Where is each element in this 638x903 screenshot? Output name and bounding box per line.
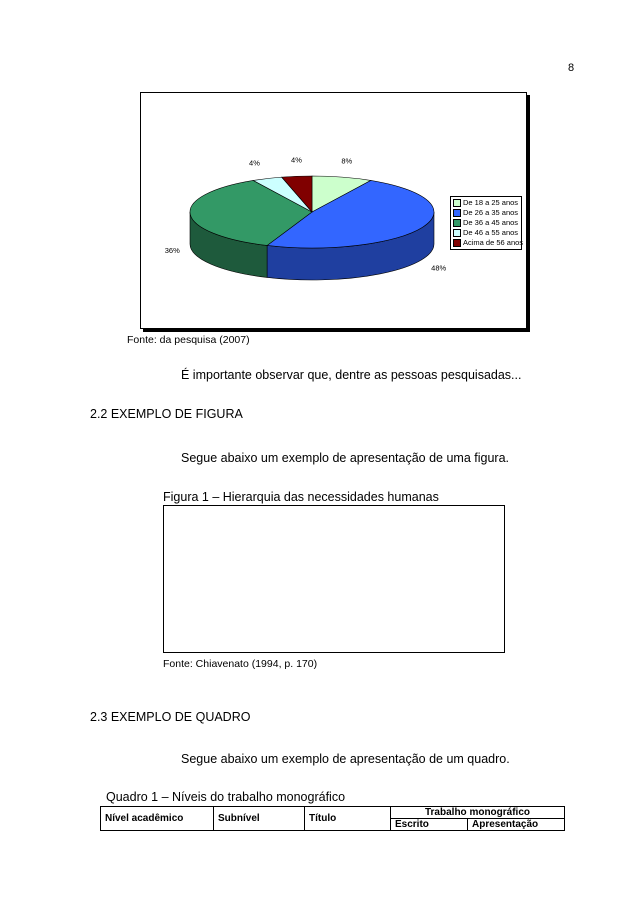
legend-label: De 26 a 35 anos xyxy=(463,208,519,217)
figure-placeholder xyxy=(163,505,505,653)
legend-item xyxy=(453,238,524,248)
page-number: 8 xyxy=(568,62,575,74)
header-subnivel: Subnível xyxy=(214,807,305,831)
pie-label-3: 4% xyxy=(249,158,260,168)
paragraph-2: Segue abaixo um exemplo de apresentação de uma figura. xyxy=(181,451,509,465)
legend-label: De 18 a 25 anos xyxy=(463,198,519,207)
pie-label-2: 36% xyxy=(164,246,180,256)
figure-source: Fonte: Chiavenato (1994, p. 170) xyxy=(163,658,318,670)
legend-label: De 36 a 45 anos xyxy=(463,218,519,227)
legend-swatch xyxy=(453,239,461,247)
paragraph-1: É importante observar que, dentre as pessoas pesquisadas... xyxy=(181,368,522,382)
quadro-table xyxy=(100,806,565,831)
header-escrito: Escrito xyxy=(391,819,468,831)
pie-label-0: 8% xyxy=(341,156,353,166)
legend-label: Acima de 56 anos xyxy=(463,238,524,247)
pie-label-1: 48% xyxy=(431,263,447,273)
quadro-caption: Quadro 1 – Níveis do trabalho monográfico xyxy=(106,790,346,804)
chart-source: Fonte: da pesquisa (2007) xyxy=(127,334,250,346)
header-trabalho-monografico: Trabalho monográfico xyxy=(391,807,565,819)
legend-item xyxy=(453,198,521,208)
legend-item xyxy=(453,208,521,218)
legend-item xyxy=(453,228,521,238)
header-titulo: Título xyxy=(305,807,391,831)
figure-caption: Figura 1 – Hierarquia das necessidades humanas xyxy=(163,490,439,504)
legend-swatch xyxy=(453,229,461,237)
header-nivel-academico: Nível acadêmico xyxy=(101,807,214,831)
legend-item xyxy=(453,218,521,228)
section-heading-2-3: 2.3 EXEMPLO DE QUADRO xyxy=(90,710,251,724)
pie-label-4: 4% xyxy=(291,155,302,165)
chart-legend xyxy=(450,196,522,250)
section-heading-2-2: 2.2 EXEMPLO DE FIGURA xyxy=(90,407,243,421)
legend-swatch xyxy=(453,199,461,207)
legend-swatch xyxy=(453,209,461,217)
header-apresentacao: Apresentação xyxy=(468,819,565,831)
paragraph-3: Segue abaixo um exemplo de apresentação de um quadro. xyxy=(181,752,510,766)
legend-label: De 46 a 55 anos xyxy=(463,228,519,237)
legend-swatch xyxy=(453,219,461,227)
